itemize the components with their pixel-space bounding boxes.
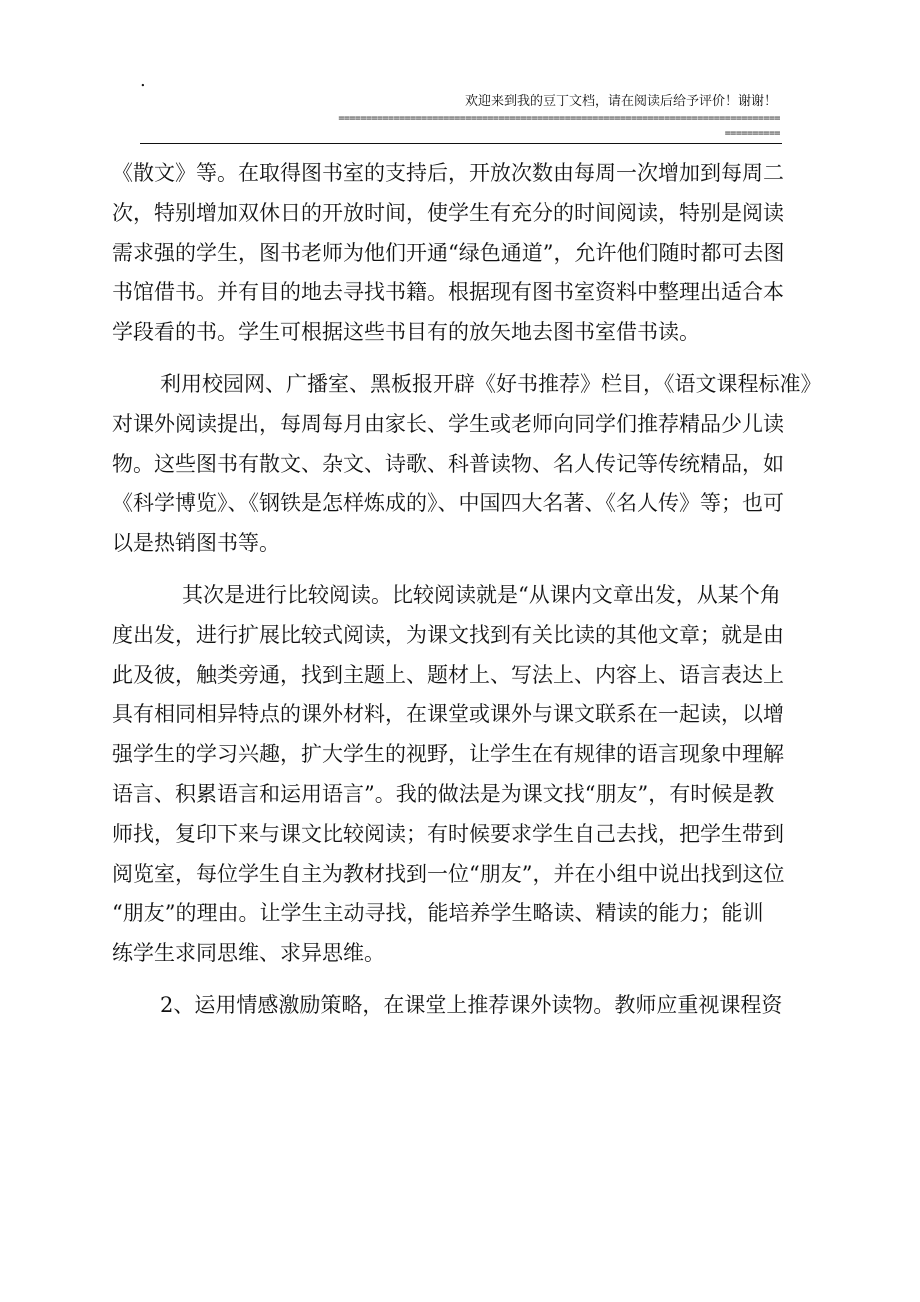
text-line: 语言、积累语言和运用语言”。我的做法是为课文找“朋友”，有时候是教 (112, 781, 775, 806)
text-line: 其次是进行比较阅读。比较阅读就是“从课内文章出发，从某个角 (182, 582, 781, 607)
header-banner-text: 欢迎来到我的豆丁文档，请在阅读后给予评价！谢谢！ (464, 94, 777, 109)
text-line: 以是热销图书等。 (112, 531, 280, 556)
text-line: 需求强的学生，图书老师为他们开通“绿色通道”，允许他们随时都可去图 (112, 240, 785, 265)
header-dot: . (140, 70, 146, 91)
text-line: “朋友”的理由。让学生主动寻找，能培养学生略读、精读的能力；能训 (112, 901, 764, 926)
header-rule (140, 143, 782, 144)
text-line: 练学生求同思维、求异思维。 (112, 941, 385, 966)
text-line: 利用校园网、广播室、黑板报开辟《好书推荐》栏目，《语文课程标准》 (160, 371, 822, 396)
text-line: 度出发，进行扩展比较式阅读，为课文找到有关比读的其他文章；就是由 (112, 622, 784, 647)
document-body (112, 154, 822, 1026)
text-line: 具有相同相异特点的课外材料，在课堂或课外与课文联系在一起读，以增 (112, 702, 784, 727)
text-line: 2、运用情感激励策略，在课堂上推荐课外读物。教师应重视课程资 (160, 992, 783, 1017)
text-line: 《科学博览》、《钢铁是怎样炼成的》、中国四大名著、《名人传》等；也可 (112, 491, 784, 516)
text-line: 阅览室，每位学生自主为教材找到一位“朋友”，并在小组中说出找到这位 (112, 861, 785, 886)
text-line: 次，特别增加双休日的开放时间，使学生有充分的时间阅读，特别是阅读 (112, 200, 784, 225)
text-line: 此及彼，触类旁通，找到主题上、题材上、写法上、内容上、语言表达上 (112, 662, 784, 687)
header-separator-line-1: ================================================================================ (338, 114, 780, 124)
paragraph (112, 365, 822, 564)
text-line: 师找，复印下来与课文比较阅读；有时候要求学生自己去找，把学生带到 (112, 821, 784, 846)
text-line: 对课外阅读提出，每周每月由家长、学生或老师向同学们推荐精品少儿读 (112, 411, 784, 436)
paragraph (112, 986, 812, 1026)
text-line: 书馆借书。并有目的地去寻找书籍。根据现有图书室资料中整理出适合本 (112, 280, 784, 305)
text-line: 《散文》等。在取得图书室的支持后，开放次数由每周一次增加到每周二 (112, 161, 784, 185)
text-line: 物。这些图书有散文、杂文、诗歌、科普读物、名人传记等传统精品，如 (112, 451, 784, 476)
header-separator-line-2: ========== (724, 129, 780, 139)
text-line: 学段看的书。学生可根据这些书目有的放矢地去图书室借书读。 (112, 320, 700, 345)
paragraph (112, 154, 812, 353)
text-line: 强学生的学习兴趣，扩大学生的视野，让学生在有规律的语言现象中理解 (112, 742, 784, 767)
paragraph (112, 576, 812, 974)
